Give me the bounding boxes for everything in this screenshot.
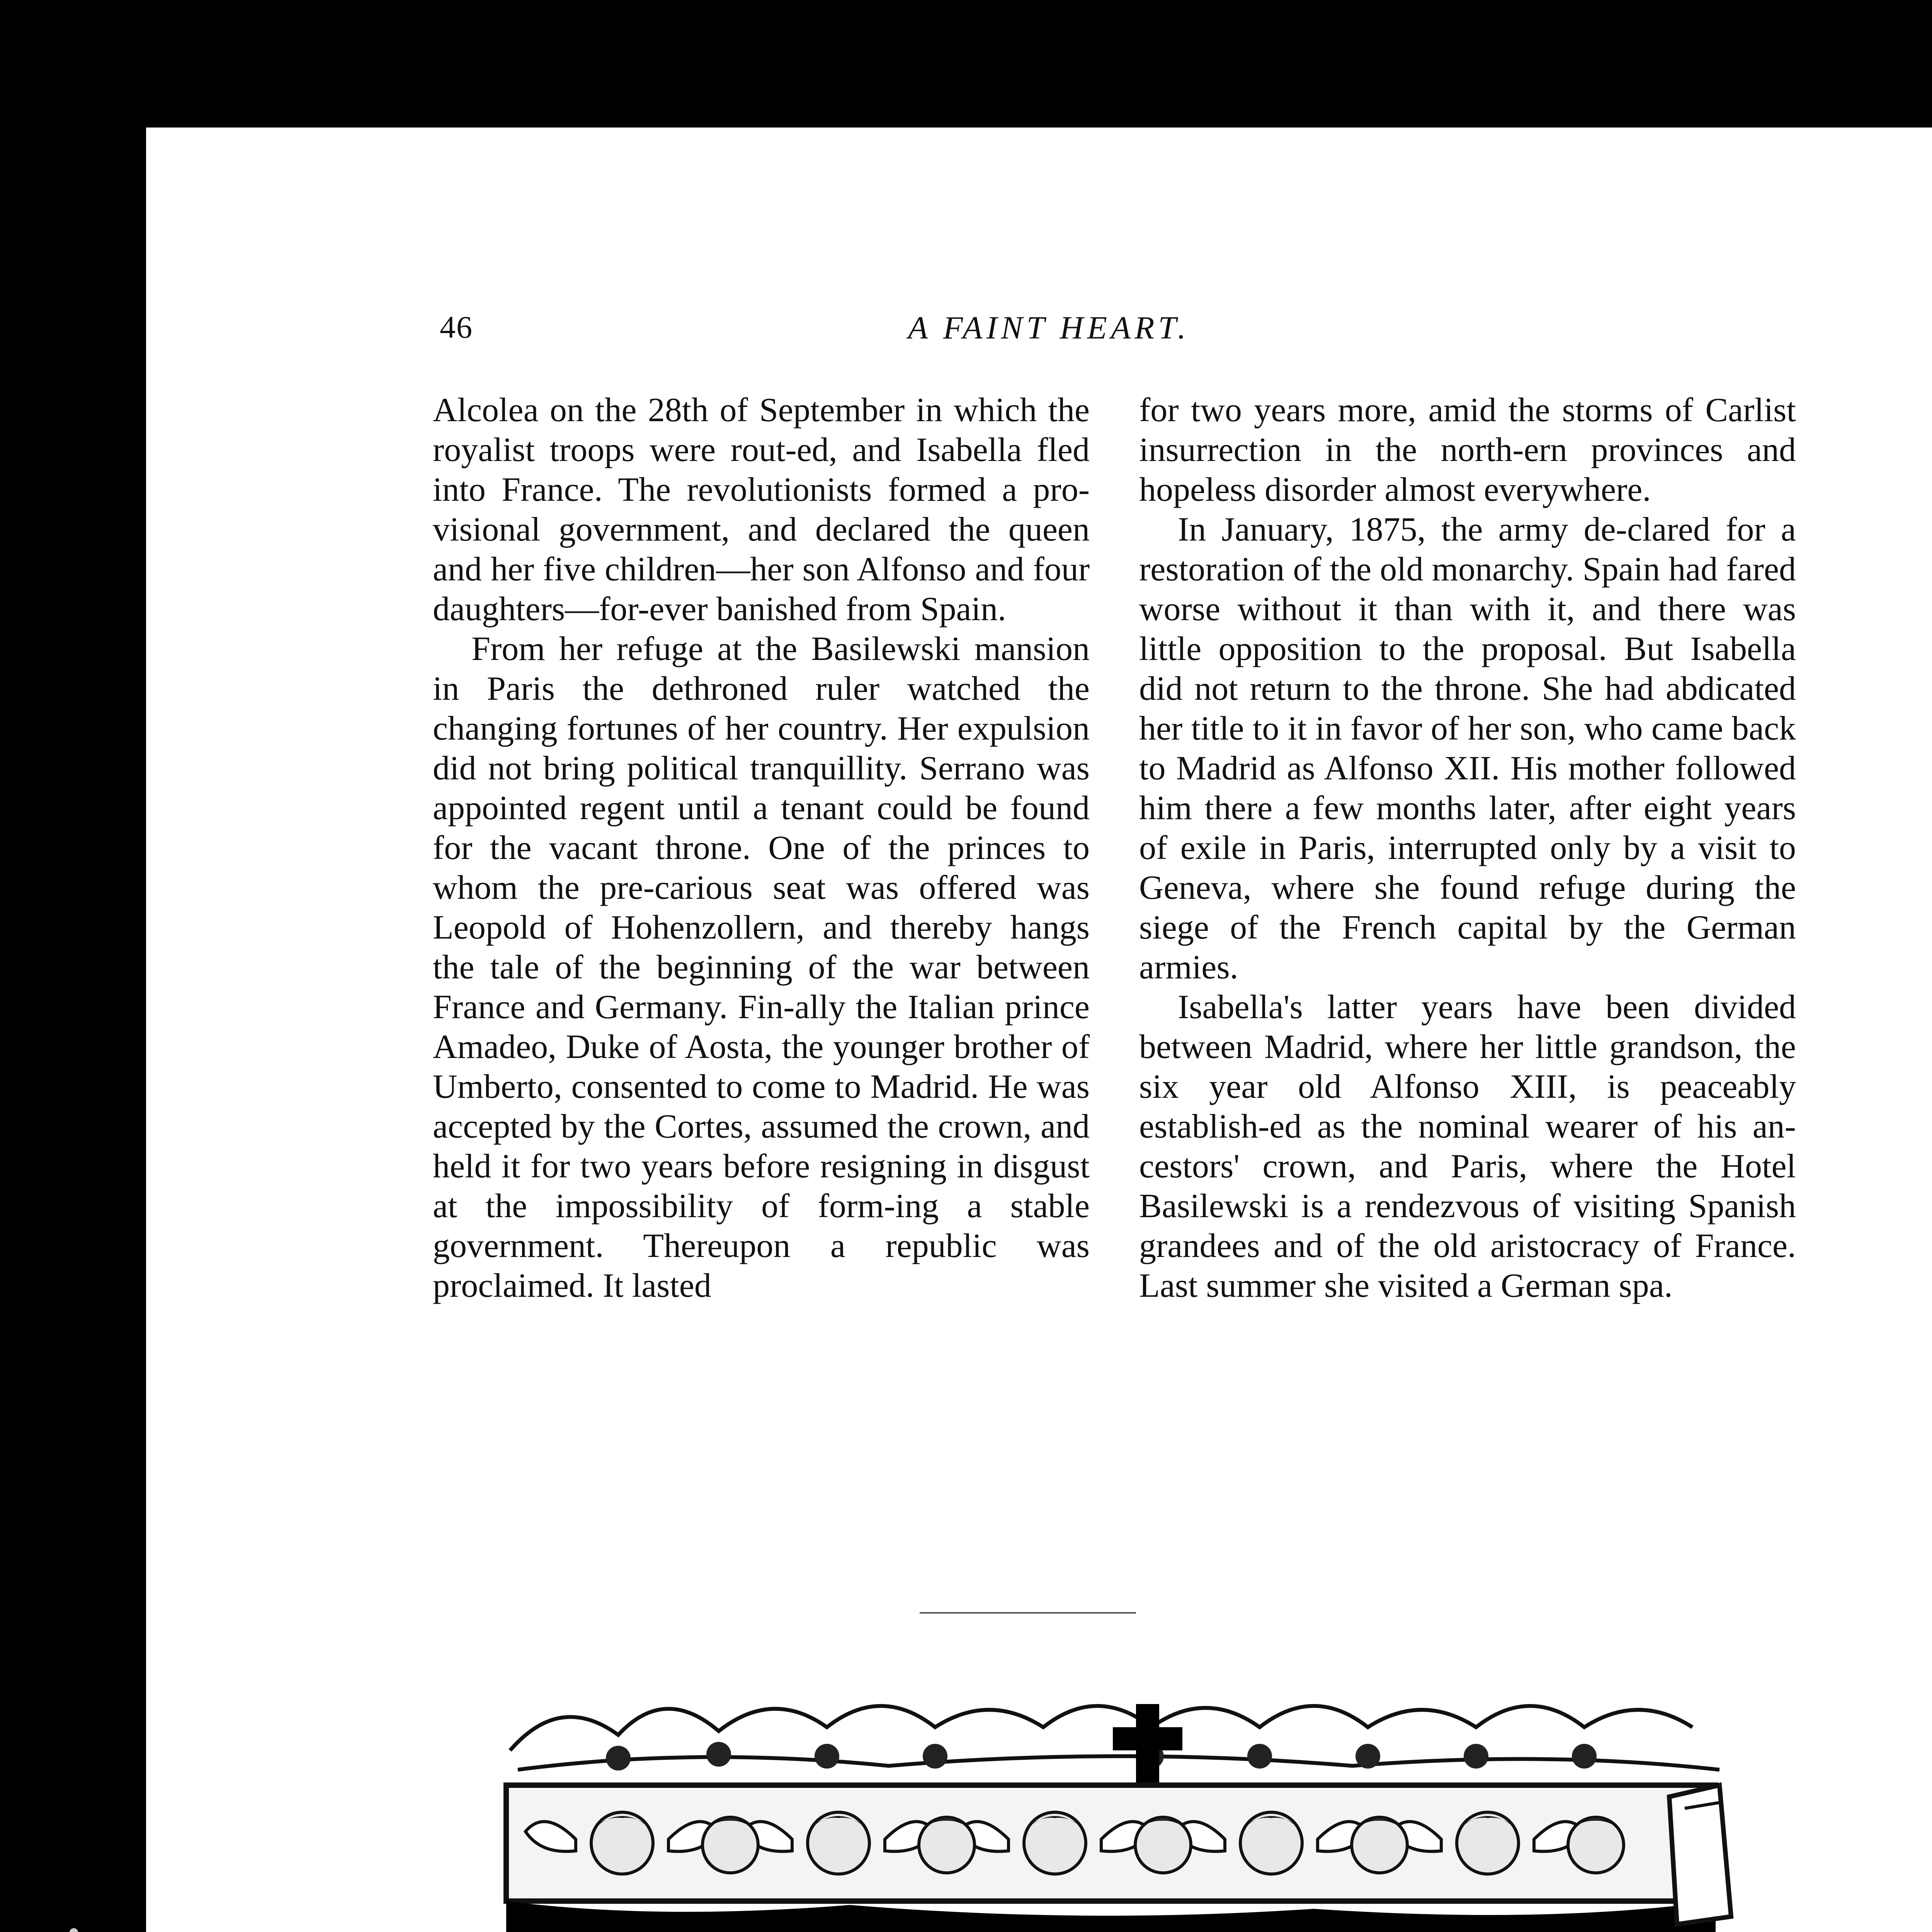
page-number: 46	[440, 310, 473, 345]
cherub-frieze-illustration	[502, 1669, 1735, 1932]
article-left-column	[433, 390, 1090, 1306]
article-paragraph: In January, 1875, the army de-clared for a restoration of the old monarchy. Spain had fared worse without it than with it, and there was little opposition to the proposal. But Isabella did not return to the throne. She had abdicated her title to it in favor of her son, who came back to Madrid as Alfonso XII. His mother followed him there a few months later, after eight years of exile in Paris, interrupted only by a visit to Geneva, where she found refuge during the siege of the French capital by the German armies.	[1139, 511, 1796, 986]
binding-mark	[70, 1928, 78, 1932]
article-paragraph: for two years more, amid the storms of Carlist insurrection in the north-ern provinces and hopeless disorder almost everywhere.	[1139, 391, 1796, 509]
section-divider	[920, 1612, 1136, 1614]
running-title: A FAINT HEART.	[908, 310, 1190, 346]
article-paragraph: Alcolea on the 28th of September in which the royalist troops were rout-ed, and Isabella fled into France. The revolutionists formed a pro-visional government, and declared the queen and her five children—her son Alfonso and four daughters—for-ever banished from Spain.	[433, 391, 1090, 628]
article-paragraph: From her refuge at the Basilewski mansion in Paris the dethroned ruler watched the changing fortunes of her country. Her expulsion did not bring political tranquillity. Serrano was appointed regent until a tenant could be found for the vacant throne. One of the princes to whom the pre-carious seat was offered was Leopold of Hohenzollern, and thereby hangs the tale of the beginning of the war between France and Germany. Fin-ally the Italian prince Amadeo, Duke of Aosta, the younger brother of Umberto, consented to come to Madrid. He was accepted by the Cortes, assumed the crown, and held it for two years before resigning in disgust at the impossibility of form-ing a stable government. Thereupon a republic was proclaimed. It lasted	[433, 630, 1090, 1304]
article-paragraph: Isabella's latter years have been divided between Madrid, where her little grandson, the six year old Alfonso XIII, is peaceably establish-ed as the nominal wearer of his an-cestors' crown, and Paris, where the Hotel Basilewski is a rendezvous of visiting Spanish grandees and of the old aristocracy of France. Last summer she visited a German spa.	[1139, 988, 1796, 1304]
article-right-column	[1139, 390, 1796, 1306]
